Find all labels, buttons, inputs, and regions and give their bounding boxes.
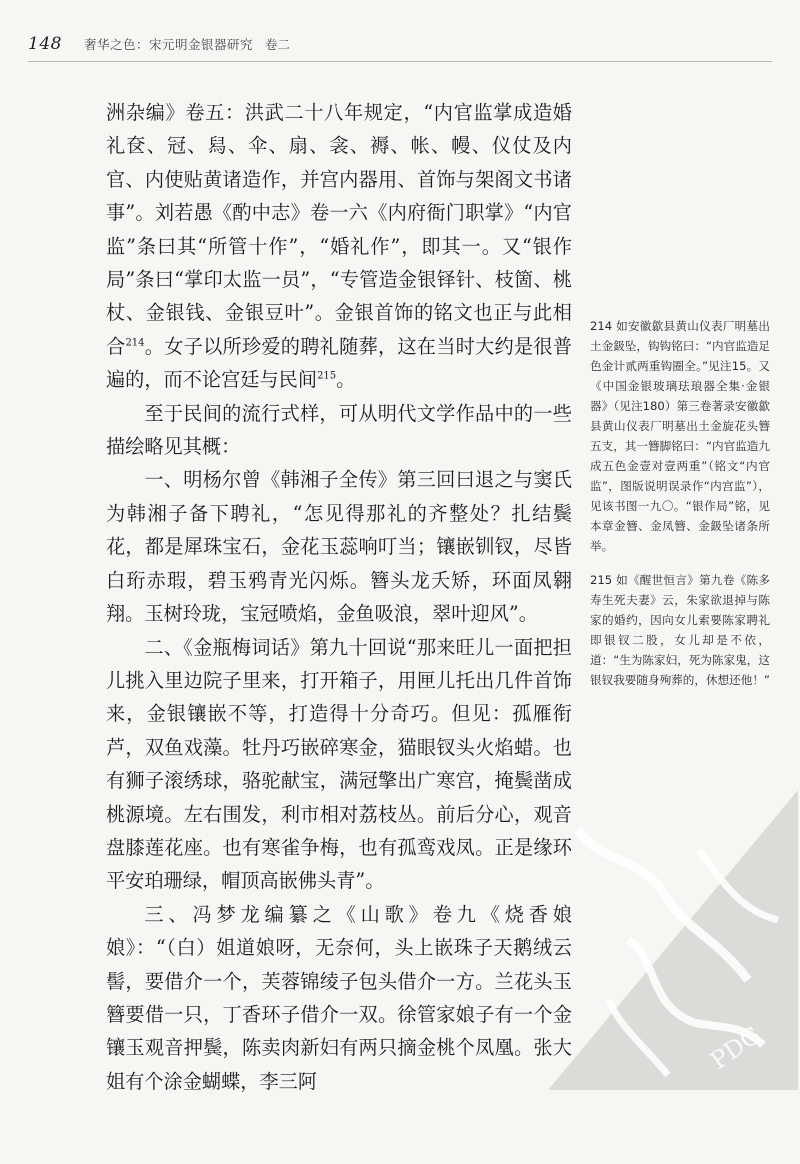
header-rule (28, 61, 772, 62)
footnote-214: 214 如安徽歙县黄山仪表厂明墓出土金鈒坠，钩钩铭曰：“内官监造足色金计贰两重钩圈全。”见注15。又《中国金银玻璃珐琅器全集·金银器》（见注180）第三卷著录安徽歙县黄山仪表厂明墓出土金旋花头簪五支，其一簪脚铭曰：“内官监造九成五色金壹对壹两重”（铭文“内官监”，图版说明误录作“内宫监”），见该书图一九〇。“银作局”铭，见本章金簪、金凤簪、金鈒坠诸条所举。 (590, 319, 770, 553)
seal-stroke (578, 830, 748, 980)
body-paragraph: 一、明杨尔曾《韩湘子全传》第三回曰退之与窦氏为韩湘子备下聘礼，“怎见得那礼的齐整处？扎结鬓花，都是犀珠宝石，金花玉蕊响叮当；镶嵌钏钗，尽皆白珩赤瑕，碧玉鸦青光闪烁。簪头龙夭矫，环面凤翱翔。玉树玲珑，宝冠喷焰，金鱼吸浪，翠叶迎风”。 (106, 468, 572, 626)
footnote-ref-214: 214 (125, 337, 145, 349)
seal-stroke (698, 850, 778, 920)
seal-stroke (608, 1000, 668, 1075)
volume-label: 卷二 (264, 37, 290, 52)
library-seal-watermark (548, 790, 798, 1090)
watermark-shape (548, 790, 798, 1090)
main-text-column (106, 96, 572, 1098)
paragraph-text: 。 (336, 368, 356, 392)
body-paragraph (106, 96, 572, 397)
footnote-ref-215: 215 (317, 370, 337, 382)
paragraph-text: 洲杂编》卷五：洪武二十八年规定，“内官监掌成造婚礼奁、冠、舄、伞、扇、衾、褥、帐、幔、仪仗及内官、内使贴黄诸造作，并宫内器用、首饰与架阁文书诸事”。刘若愚《酌中志》卷一六《内府衙门职掌》“内官监”条曰其“所管十作”，“婚礼作”，即其一。又“银作局”条曰“掌印太监一员”，“专管造金银铎针、枝箇、桃杖、金银钱、金银豆叶”。金银首饰的铭文也正与此相合 (106, 101, 572, 358)
body-paragraph: 至于民间的流行式样，可从明代文学作品中的一些描绘略见其概： (106, 401, 572, 459)
paragraph-text: 。女子以所珍爱的聘礼随葬，这在当时大约是很普遍的，而不论宫廷与民间 (106, 334, 573, 392)
margin-notes (590, 316, 770, 704)
running-head (28, 34, 772, 60)
book-title: 奢华之色：宋元明金银器研究 (83, 37, 253, 52)
seal-stroke (628, 940, 763, 1045)
page-number: 148 (28, 34, 62, 54)
watermark-pdg-label: PDG (705, 1020, 767, 1075)
body-paragraph: 三、冯梦龙编纂之《山歌》卷九《烧香娘娘》：“（白）姐道娘呀，无奈何，头上嵌珠子天鹅绒云髻，要借介一个，芙蓉锦绫子包头借介一方。兰花头玉簪要借一只，丁香环子借介一双。徐管家娘子有一个金镶玉观音押鬓，陈卖肉新妇有两只摘金桃个凤凰。张大姐有个涂金蝴蝶，李三阿 (106, 902, 572, 1093)
body-paragraph: 二、《金瓶梅词话》第九十回说“那来旺儿一面把担儿挑入里边院子里来，打开箱子，用匣儿托出几件首饰来，金银镶嵌不等，打造得十分奇巧。但见：孤雁衔芦，双鱼戏藻。牡丹巧嵌碎寒金，猫眼钗头火焰蜡。也有狮子滚绣球，骆驼献宝，满冠擎出广寒宫，掩鬓凿成桃源境。左右围发，利市相对荔枝丛。前后分心，观音盘膝莲花座。也有寒雀争梅，也有孤鸾戏凤。正是缘环平安珀珊绿，帽顶高嵌佛头青”。 (106, 635, 572, 893)
footnote-215: 215 如《醒世恒言》第九卷《陈多寿生死夫妻》云，朱家欲退掉与陈家的婚约，因向女儿索要陈家聘礼即银钗二股，女儿却是不依，道：“生为陈家妇，死为陈家鬼，这银钗我要随身殉葬的，休想还他！” (590, 573, 770, 687)
